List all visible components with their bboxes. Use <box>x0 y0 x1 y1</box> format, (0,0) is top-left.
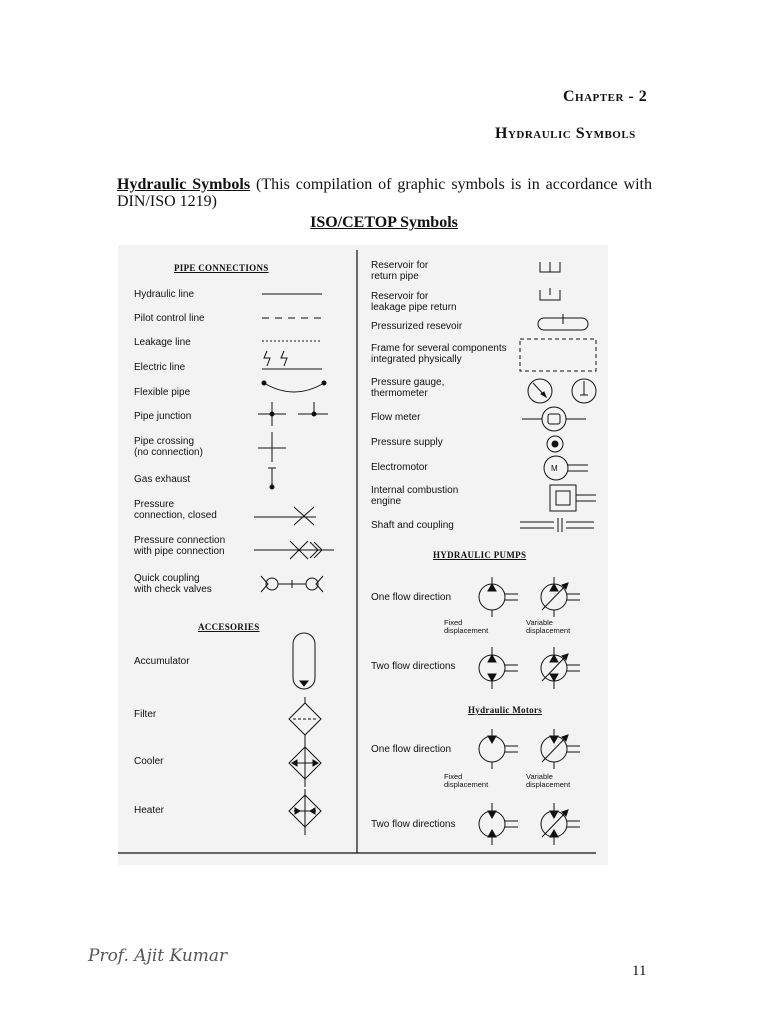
reservoir-leakage-icon <box>538 287 564 303</box>
fixed-pump-two-flow-icon <box>476 647 546 689</box>
symbols-panel <box>118 245 608 865</box>
label-pilot-line: Pilot control line <box>134 313 205 324</box>
variable-motor-two-flow-icon <box>538 803 608 845</box>
label-pressure-closed: Pressure connection, closed <box>134 499 217 521</box>
section-title: Hydraulic Symbols <box>495 125 636 142</box>
leakage-line-icon <box>262 336 326 346</box>
intro-text: (This compilation of graphic symbols is in accordance with DIN/ISO 1219) <box>117 176 652 210</box>
label-engine: Internal combustion engine <box>371 485 459 507</box>
label-pressure-supply: Pressure supply <box>371 437 443 448</box>
accumulator-icon <box>290 631 320 693</box>
heater-icon <box>288 789 324 835</box>
pressure-pipe-icon <box>254 539 338 561</box>
gauge-icon <box>526 377 602 407</box>
fixed-motor-one-flow-icon <box>476 729 546 769</box>
frame-icon <box>518 337 598 373</box>
engine-icon <box>548 483 600 515</box>
variable-motor-one-flow-icon <box>538 729 608 769</box>
flexible-pipe-icon <box>260 379 330 399</box>
hydraulic-line-icon <box>262 289 326 299</box>
label-cooler: Cooler <box>134 756 164 767</box>
label-frame: Frame for several components integrated physically <box>371 343 507 365</box>
filter-icon <box>288 697 324 741</box>
label-heater: Heater <box>134 805 165 816</box>
label-gauge: Pressure gauge, thermometer <box>371 377 445 399</box>
fixed-motor-two-flow-icon <box>476 803 546 845</box>
pipe-crossing-icon <box>258 431 288 463</box>
motor-one-flow-label: One flow direction <box>371 744 452 755</box>
pump-variable-caption: Variable displacement <box>526 618 571 635</box>
electric-line-icon <box>262 349 326 373</box>
label-pipe-junction: Pipe junction <box>134 411 192 422</box>
label-reservoir-leakage: Reservoir for leakage pipe return <box>371 291 457 313</box>
iso-cetop-title: ISO/CETOP Symbols <box>310 214 458 231</box>
hydraulic-motors-header: Hydraulic Motors <box>468 705 543 715</box>
variable-pump-two-flow-icon <box>538 647 608 689</box>
quick-coupling-icon <box>258 573 330 595</box>
label-pipe-crossing: Pipe crossing (no connection) <box>134 436 203 458</box>
motor-fixed-caption: Fixed displacement <box>444 772 489 789</box>
label-electromotor: Electromotor <box>371 462 428 473</box>
label-leakage-line: Leakage line <box>134 337 191 348</box>
motor-variable-caption: Variable displacement <box>526 772 571 789</box>
motor-two-flow-label: Two flow directions <box>371 819 456 830</box>
label-flexible-pipe: Flexible pipe <box>134 387 191 398</box>
pump-fixed-caption: Fixed displacement <box>444 618 489 635</box>
pressure-closed-icon <box>254 505 324 527</box>
pipe-junction-icon <box>258 401 330 427</box>
label-filter: Filter <box>134 709 157 720</box>
pump-one-flow-label: One flow direction <box>371 592 452 603</box>
label-quick-coupling: Quick coupling with check valves <box>134 573 212 595</box>
accessories-header: ACCESORIES <box>198 622 260 632</box>
label-reservoir-return: Reservoir for return pipe <box>371 260 429 282</box>
label-hydraulic-line: Hydraulic line <box>134 289 195 300</box>
hydraulic-pumps-header: HYDRAULIC PUMPS <box>433 550 527 560</box>
reservoir-return-icon <box>538 259 564 275</box>
intro-lead: Hydraulic Symbols <box>117 176 251 193</box>
flow-meter-icon <box>522 405 592 433</box>
label-flow-meter: Flow meter <box>371 412 421 423</box>
electromotor-icon <box>542 453 592 483</box>
fixed-pump-one-flow-icon <box>476 577 546 617</box>
pipe-connections-header: PIPE CONNECTIONS <box>174 263 269 273</box>
variable-pump-one-flow-icon <box>538 577 608 617</box>
shaft-coupling-icon <box>518 517 598 533</box>
pump-two-flow-label: Two flow directions <box>371 661 456 672</box>
cooler-icon <box>288 741 324 787</box>
motor-letter: M <box>551 464 558 473</box>
pressurized-reservoir-icon <box>536 313 592 333</box>
pilot-line-icon <box>262 313 326 323</box>
label-pressurized-reservoir: Pressurized resevoir <box>371 321 463 332</box>
label-shaft-coupling: Shaft and coupling <box>371 520 454 531</box>
gas-exhaust-icon <box>260 465 284 491</box>
label-accumulator: Accumulator <box>134 656 190 667</box>
intro-paragraph <box>117 176 652 210</box>
pressure-supply-icon <box>544 433 566 455</box>
chapter-heading: Chapter - 2 <box>563 88 648 105</box>
page-number: 11 <box>632 963 647 979</box>
label-gas-exhaust: Gas exhaust <box>134 474 191 485</box>
label-electric-line: Electric line <box>134 362 186 373</box>
author-signature: Prof. Ajit Kumar <box>88 946 228 966</box>
label-pressure-pipe: Pressure connection with pipe connection <box>134 535 226 557</box>
